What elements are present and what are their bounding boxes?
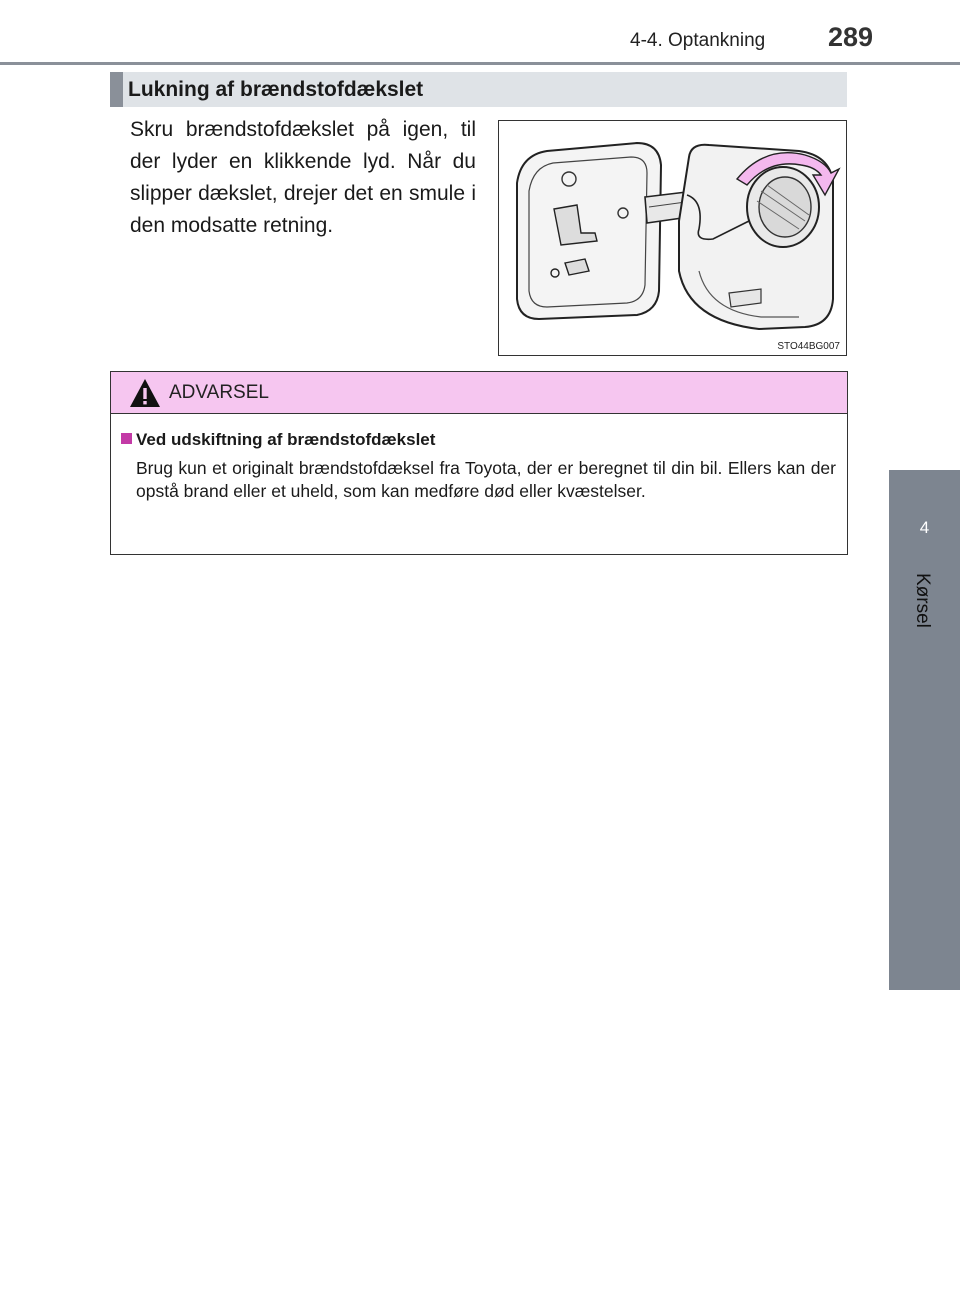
warning-box [110, 371, 848, 555]
chapter-number: 4 [919, 518, 930, 537]
header-divider [0, 62, 960, 65]
warning-title: ADVARSEL [169, 382, 269, 403]
figure-code: STO44BG007 [777, 341, 840, 352]
warning-header [111, 372, 847, 414]
fuel-cap-illustration-icon [499, 121, 846, 355]
page-number: 289 [828, 22, 874, 52]
warning-triangle-icon [129, 377, 161, 409]
bullet-square-icon [121, 433, 132, 444]
warning-subheading: Ved udskiftning af brændstofdækslet [136, 430, 436, 449]
chapter-label: Kørsel [912, 573, 933, 628]
section-heading [110, 72, 847, 107]
section-heading-text: Lukning af brændstofdækslet [128, 78, 424, 101]
chapter-section-title: 4-4. Optankning [630, 30, 766, 51]
chapter-side-tab [889, 470, 960, 990]
fuel-cap-figure [498, 120, 847, 356]
section-body-text: Skru brændstofdækslet på igen, til der lyder en klikkende lyd. Når du slipper dækslet, drejer det en smule i den modsatte retning. [130, 118, 476, 237]
warning-body-text: Brug kun et originalt brændstofdæksel fra Toyota, der er beregnet til din bil. Ellers kan der opstå brand eller et uheld, som kan medføre død eller kvæstelser. [136, 458, 836, 501]
